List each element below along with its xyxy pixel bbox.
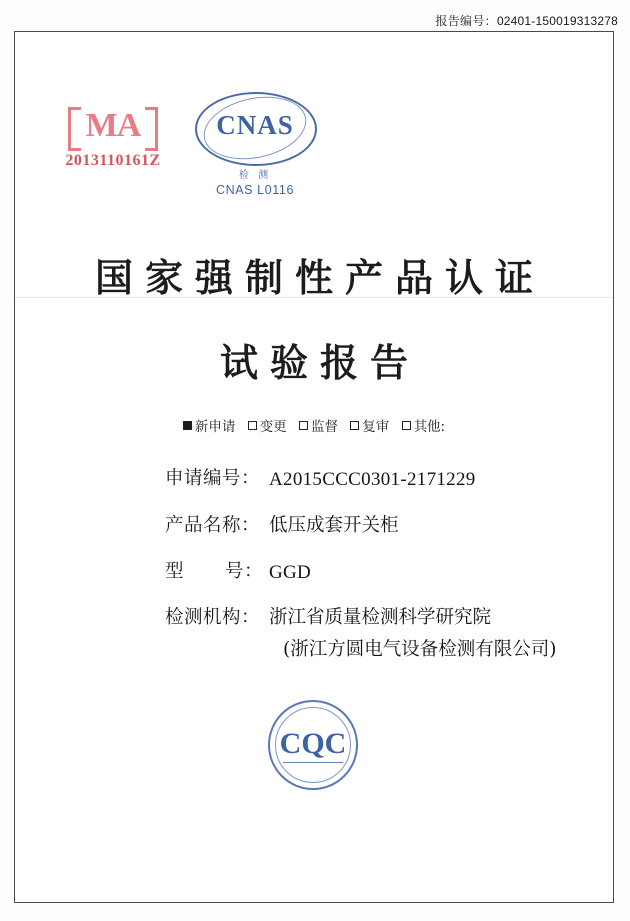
field-test-organization-label: 检测机构： (165, 607, 261, 629)
certificate-frame (14, 31, 614, 903)
cnas-logo-icon (195, 92, 315, 164)
checkbox-icon[interactable] (299, 421, 308, 430)
cqc-seal-icon (268, 700, 360, 792)
field-test-organization-line1: 浙江省质量检测科学研究院 (269, 607, 492, 629)
checkbox-icon[interactable] (350, 421, 359, 430)
field-test-organization-value (263, 606, 556, 663)
application-type-row (15, 415, 613, 435)
field-test-organization (165, 606, 585, 663)
field-model-value: GGD (269, 561, 312, 583)
cqc-underline (283, 762, 343, 763)
checkbox-icon[interactable] (248, 421, 257, 430)
field-application-no-label: 申请编号： (165, 468, 261, 489)
report-number-value: 02401-150019313278 (496, 14, 618, 28)
field-model (165, 560, 585, 586)
field-product-name-label: 产品名称： (165, 514, 261, 536)
report-number-label: 报告编号： (435, 14, 497, 28)
application-type-new-label: 新申请 (194, 419, 236, 435)
application-type-other[interactable] (402, 415, 446, 435)
field-application-no-value: A2015CCC0301-2171229 (269, 469, 476, 490)
field-model-label-part2: 号： (224, 560, 263, 582)
checkbox-checked-icon[interactable] (183, 421, 192, 430)
application-type-review[interactable] (350, 415, 389, 435)
field-model-label-part1: 型 (165, 560, 185, 582)
page-title: 国家强制性产品认证 (94, 255, 545, 300)
cnas-subtitle: 检 测 (238, 170, 272, 181)
application-type-supervision[interactable] (299, 415, 338, 435)
application-type-review-label: 复审 (362, 419, 390, 435)
field-test-organization-line2: (浙江方圆电气设备检测有限公司) (283, 639, 557, 661)
cma-mark (48, 105, 178, 170)
page-subtitle: 试验报告 (219, 340, 420, 385)
application-type-new[interactable] (183, 415, 236, 435)
cma-logo-icon (68, 105, 159, 145)
application-type-supervision-label: 监督 (310, 419, 338, 435)
field-product-name-value: 低压成套开关柜 (269, 514, 399, 536)
application-type-change[interactable] (248, 415, 287, 435)
cnas-mark (185, 92, 325, 197)
application-type-other-label: 其他: (413, 419, 446, 435)
cqc-word: CQC (279, 727, 347, 760)
field-application-no (165, 467, 585, 493)
cma-certificate-number: 2013110161Z (65, 152, 161, 169)
application-type-change-label: 变更 (259, 419, 287, 435)
field-product-name (165, 514, 585, 539)
cma-logo-text: MA (85, 107, 141, 144)
report-number (435, 12, 618, 29)
checkbox-icon[interactable] (402, 421, 411, 430)
cnas-code: CNAS L0116 (215, 183, 295, 197)
field-list (165, 467, 585, 684)
cnas-word: CNAS (216, 110, 294, 140)
